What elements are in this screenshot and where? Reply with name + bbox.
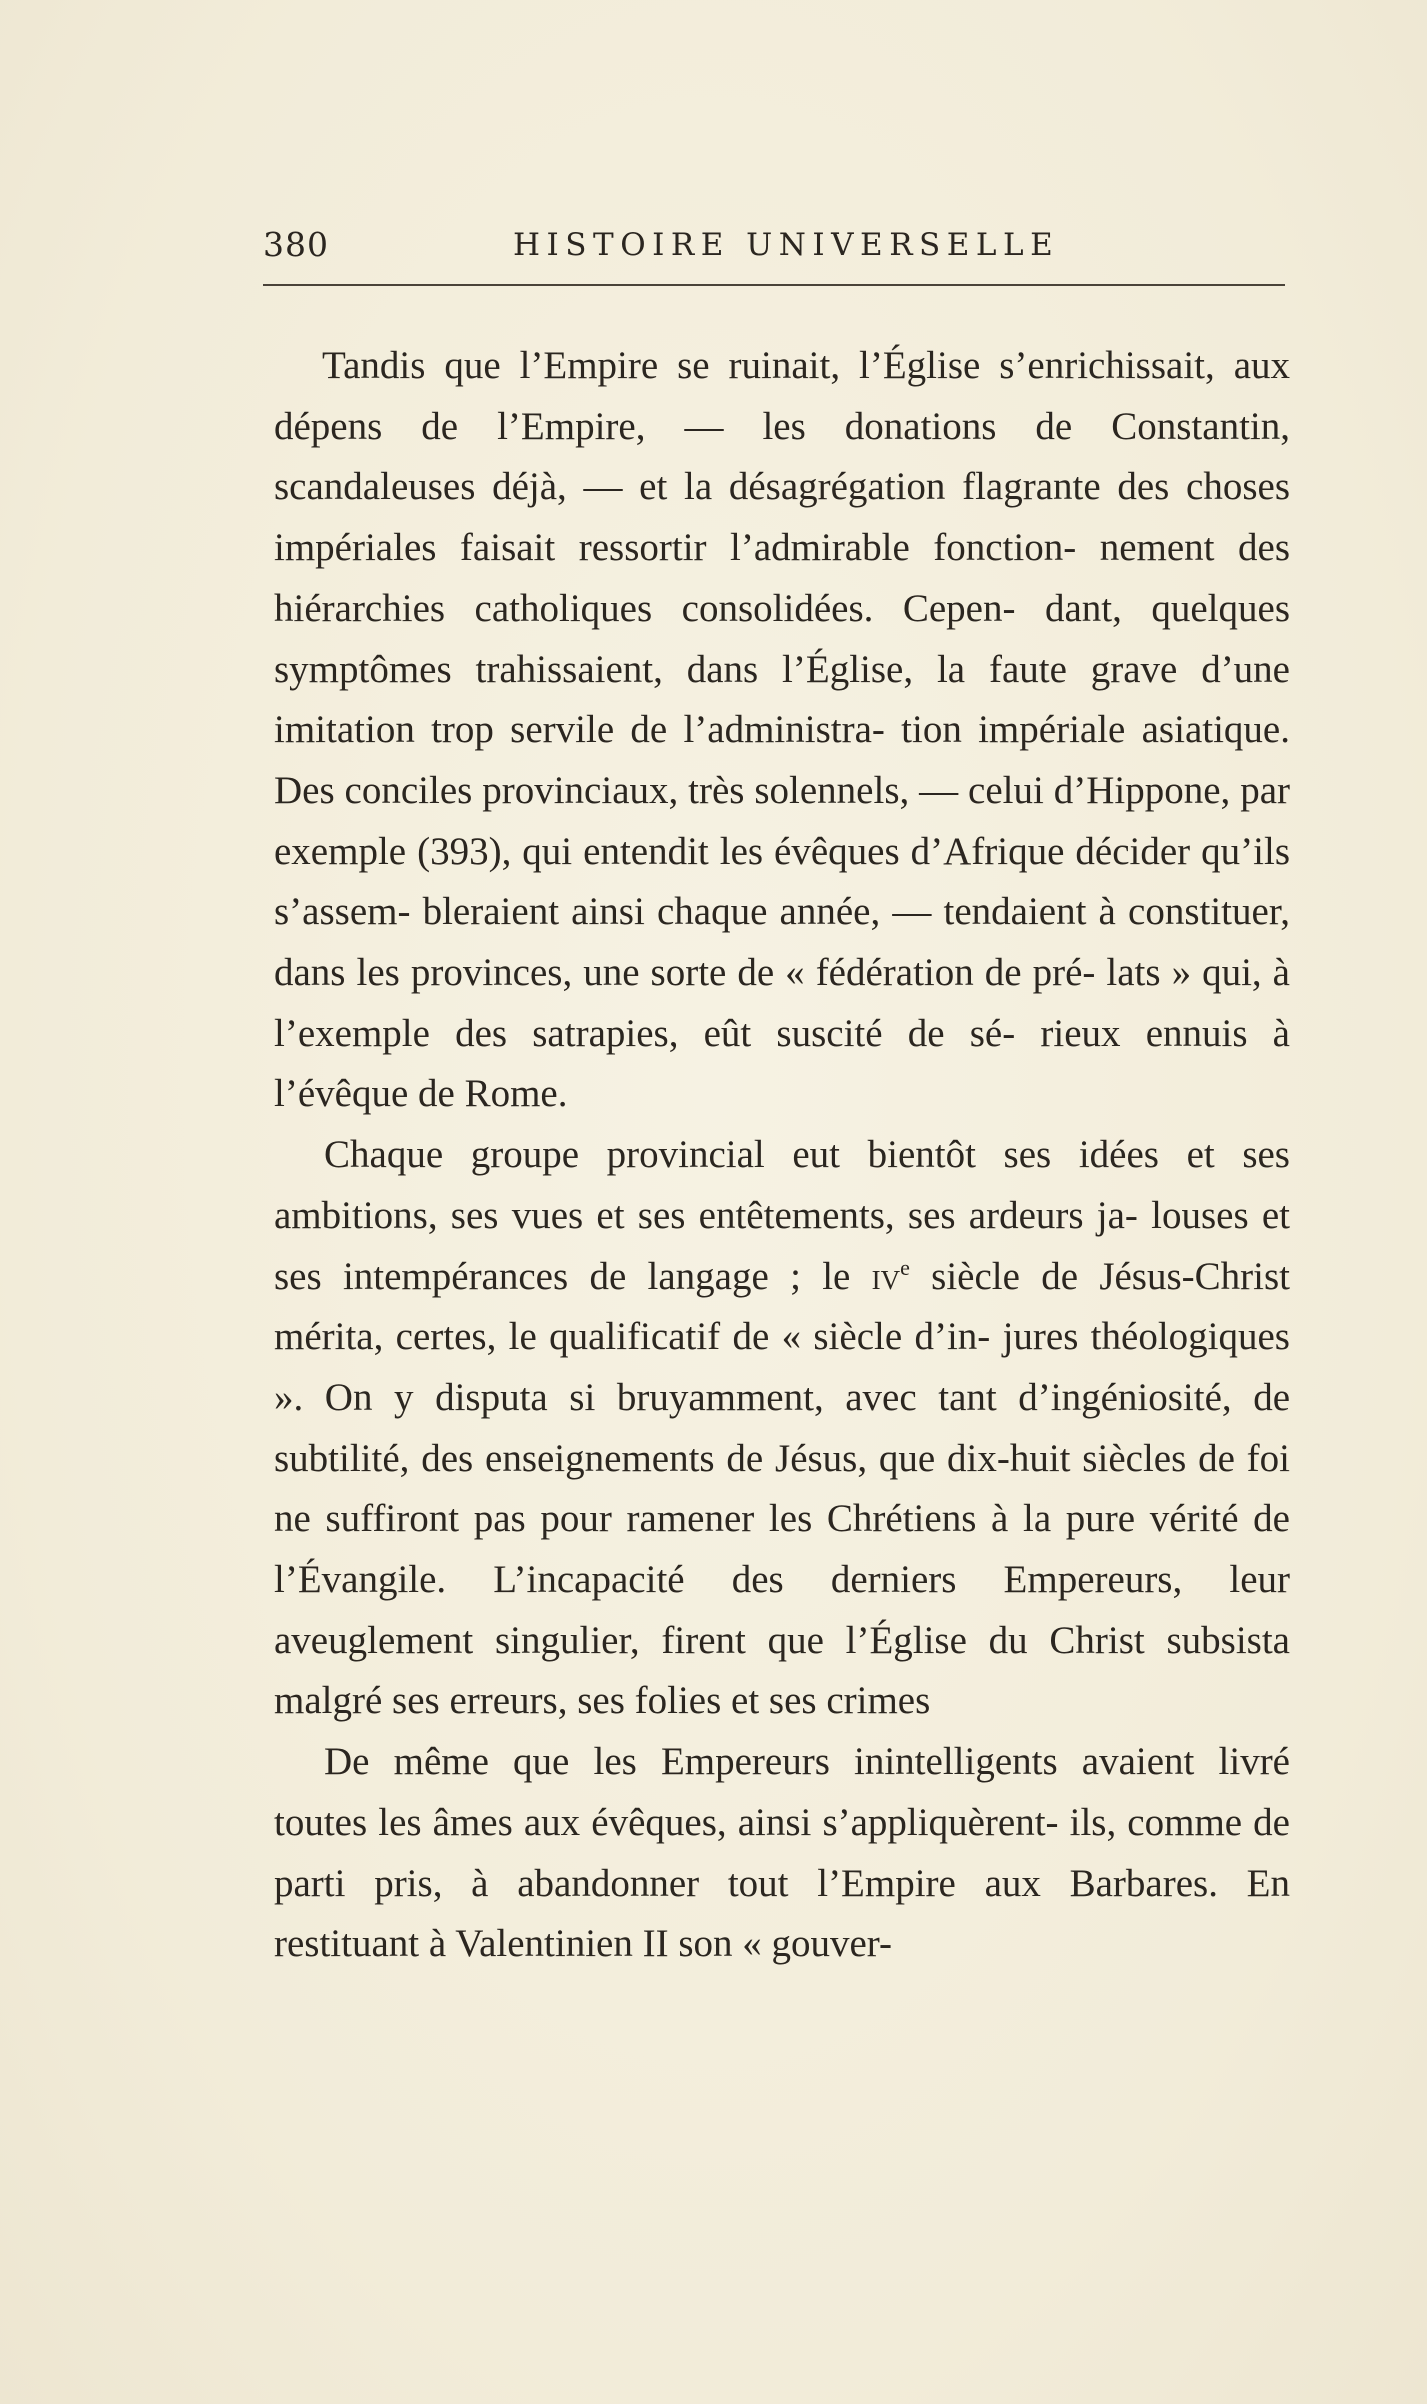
header-rule <box>263 284 1285 286</box>
century-numeral: iv <box>871 1254 901 1298</box>
running-title: HISTOIRE UNIVERSELLE <box>513 227 1060 263</box>
paragraph-2-text-after: siècle de Jésus-Christ mérita, certes, le qualificatif de « siècle d’in- jures théologiques ». On y disputa si bruyamment, avec tant d’ingéniosité, de subtilité, des enseignements de Jésus, que dix-huit siècles de foi ne suffiront pas pour ramener les Chrétiens à la pure vérité de l’Évangile. L’incapacité des derniers Empereurs, leur aveuglement singulier, firent que l’Église du Christ subsista malgré ses erreurs, ses folies et ses crimes <box>274 1254 1290 1723</box>
body-text <box>274 336 1290 1975</box>
paragraph-2-text-before: Chaque groupe provincial eut bientôt ses idées et ses ambitions, ses vues et ses entêtements, ses ardeurs ja- louses et ses intempérances de langage ; le <box>274 1133 1290 1298</box>
paragraph-1: Tandis que l’Empire se ruinait, l’Église s’enrichissait, aux dépens de l’Empire, — les donations de Constantin, scandaleuses déjà, — et la désagrégation flagrante des choses impériales faisait ressortir l’admirable fonction- nement des hiérarchies catholiques consolidées. Cepen- dant, quelques symptômes trahissaient, dans l’Église, la faute grave d’une imitation trop servile de l’administra- tion impériale asiatique. Des conciles provinciaux, très solennels, — celui d’Hippone, par exemple (393), qui entendit les évêques d’Afrique décider qu’ils s’assem- bleraient ainsi chaque année, — tendaient à constituer, dans les provinces, une sorte de « fédération de pré- lats » qui, à l’exemple des satrapies, eût suscité de sé- rieux ennuis à l’évêque de Rome. <box>274 344 1290 1116</box>
paragraph-2 <box>274 1125 1290 1732</box>
page-number: 380 <box>263 225 329 264</box>
paragraph-3: De même que les Empereurs inintelligents avaient livré toutes les âmes aux évêques, ainsi s’appliquèrent- ils, comme de parti pris, à abandonner tout l’Empire aux Barbares. En restituant à Valentinien II son « gouver- <box>274 1740 1290 1966</box>
century-superscript: e <box>900 1254 910 1280</box>
page-header <box>263 220 1285 270</box>
